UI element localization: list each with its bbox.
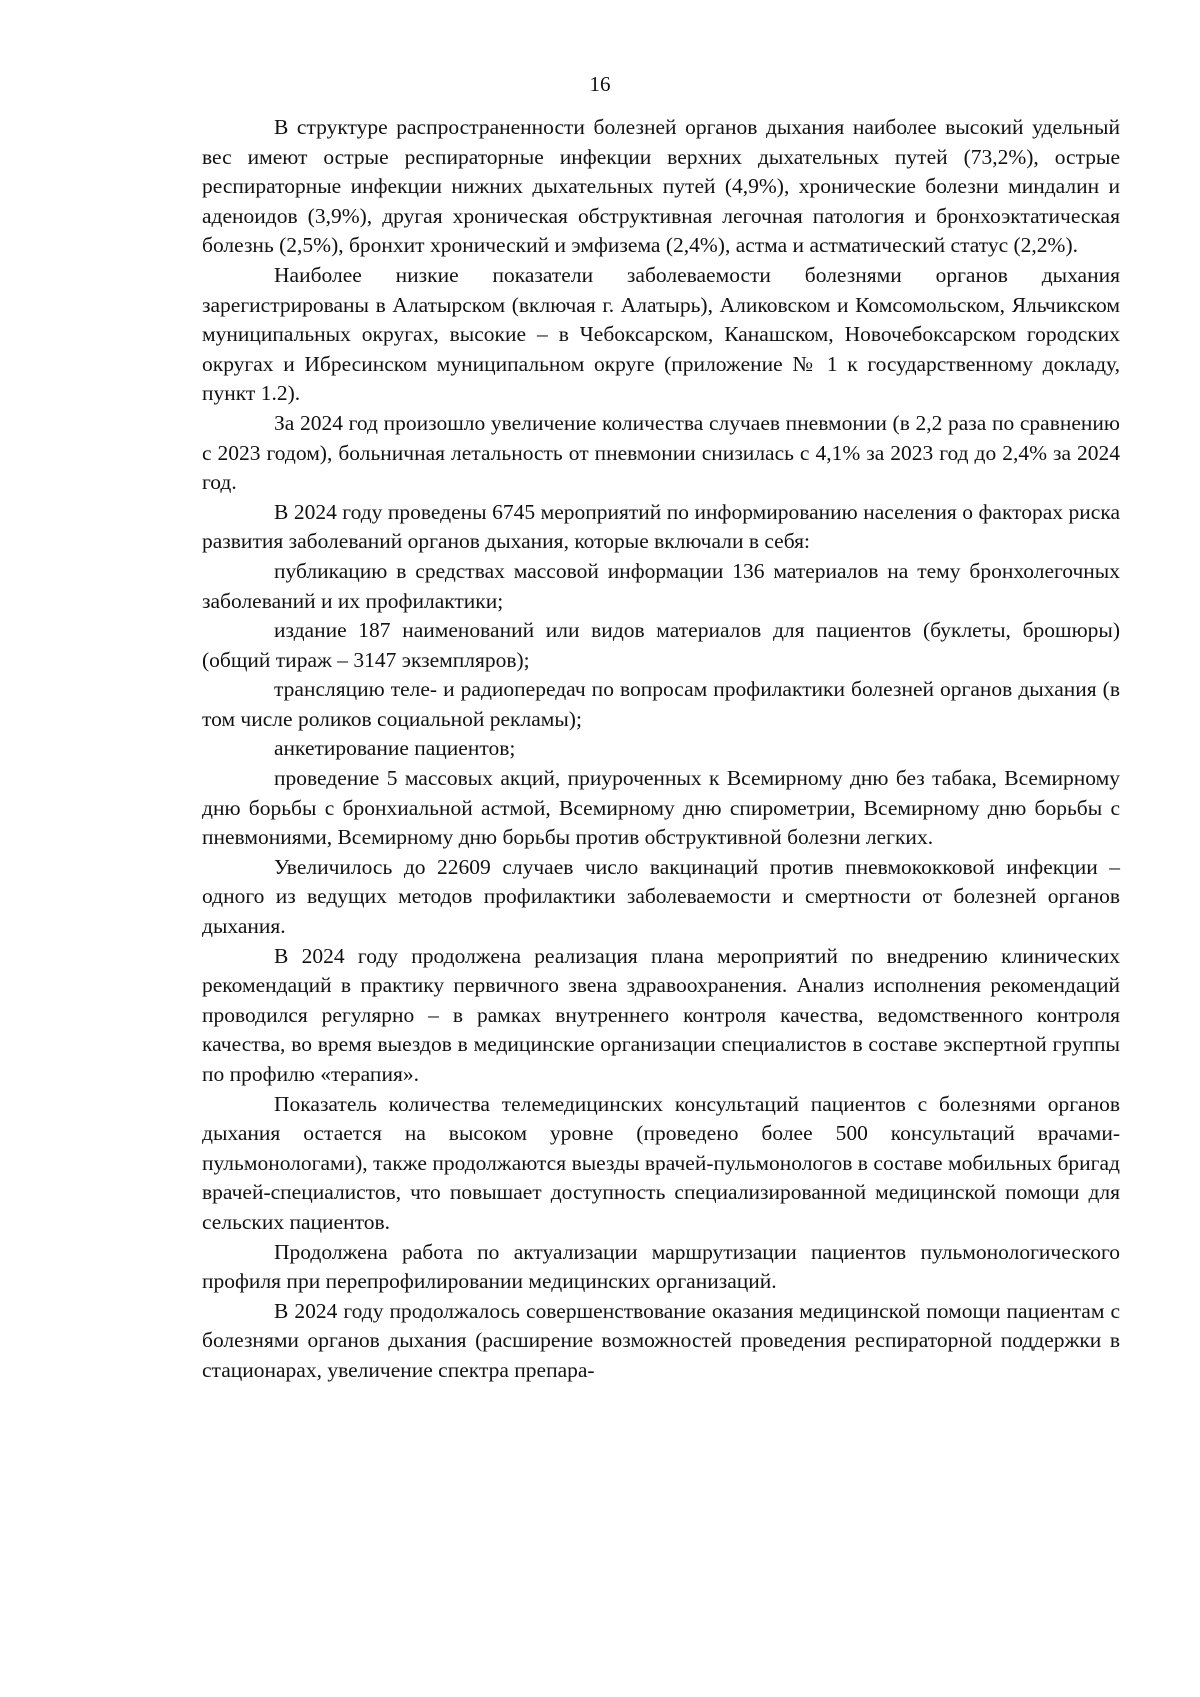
- paragraph-clinical-guidelines: В 2024 году продолжена реализация плана мероприятий по внедрению клинических рекомендаций в практику первичного звена здравоохранения. Анализ исполнения рекомендаций проводился регулярно – в рамках внутреннего контроля качества, ведомственного контроля качества, во время выездов в медицинские организации специалистов в составе экспертной группы по профилю «терапия».: [202, 943, 1120, 1086]
- list-item-media-publications: публикацию в средствах массовой информации 136 материалов на тему бронхолегочных заболеваний и их профилактики;: [202, 558, 1120, 613]
- paragraph-patient-routing: Продолжена работа по актуализации маршрутизации пациентов пульмонологического профиля при перепрофилировании медицинских организаций.: [202, 1239, 1120, 1294]
- paragraph-pneumonia-cases: За 2024 год произошло увеличение количества случаев пневмонии (в 2,2 раза по сравнению с 2023 годом), больничная летальность от пневмонии снизилась с 4,1% за 2023 год до 2,4% за 2024 год.: [202, 410, 1120, 495]
- paragraph-telemedicine: Показатель количества телемедицинских консультаций пациентов с болезнями органов дыхания остается на высоком уровне (проведено более 500 консультаций врачами-пульмонологами), также продолжаются выезды врачей-пульмонологов в составе мобильных бригад врачей-специалистов, что повышает доступность специализированной медицинской помощи для сельских пациентов.: [202, 1091, 1120, 1234]
- paragraph-respiratory-structure: В структуре распространенности болезней органов дыхания наиболее высокий удельный вес имеют острые респираторные инфекции верхних дыхательных путей (73,2%), острые респираторные инфекции нижних дыхательных путей (4,9%), хронические болезни миндалин и аденоидов (3,9%), другая хроническая обструктивная легочная патология и бронхоэктатическая болезнь (2,5%), бронхит хронический и эмфизема (2,4%), астма и астматический статус (2,2%).: [202, 115, 1120, 258]
- paragraph-care-improvement: В 2024 году продолжалось совершенствование оказания медицинской помощи пациентам с болезнями органов дыхания (расширение возможностей проведения респираторной поддержки в стационарах, увеличение спектра препара-: [202, 1298, 1120, 1382]
- list-item-printed-materials: издание 187 наименований или видов материалов для пациентов (буклеты, брошюры) (общий тираж – 3147 экземпляров);: [202, 618, 1120, 672]
- paragraph-information-events: В 2024 году проведены 6745 мероприятий по информированию населения о факторах риска развития заболеваний органов дыхания, которые включали в себя:: [202, 499, 1120, 554]
- page-number: 16: [589, 72, 611, 96]
- document-body: [202, 113, 1120, 1386]
- list-item-tv-radio-broadcasts: трансляцию теле- и радиопередач по вопросам профилактики болезней органов дыхания (в том числе роликов социальной рекламы);: [202, 677, 1120, 731]
- list-item-mass-campaigns: проведение 5 массовых акций, приуроченных к Всемирному дню без табака, Всемирному дню борьбы с бронхиальной астмой, Всемирному дню спирометрии, Всемирному дню борьбы с пневмониями, Всемирному дню борьбы против обструктивной болезни легких.: [202, 766, 1120, 850]
- paragraph-vaccinations: Увеличилось до 22609 случаев число вакцинаций против пневмококковой инфекции – одного из ведущих методов профилактики заболеваемости и смертности от болезней органов дыхания.: [202, 854, 1120, 939]
- paragraph-morbidity-by-district: Наиболее низкие показатели заболеваемости болезнями органов дыхания зарегистрированы в Алатырском (включая г. Алатырь), Аликовском и Комсомольском, Яльчикском муниципальных округах, высокие – в Чебоксарском, Канашском, Новочебоксарском городских округах и Ибресинском муниципальном округе (приложение № 1 к государственному докладу, пункт 1.2).: [202, 262, 1120, 406]
- list-item-patient-survey: анкетирование пациентов;: [274, 736, 516, 761]
